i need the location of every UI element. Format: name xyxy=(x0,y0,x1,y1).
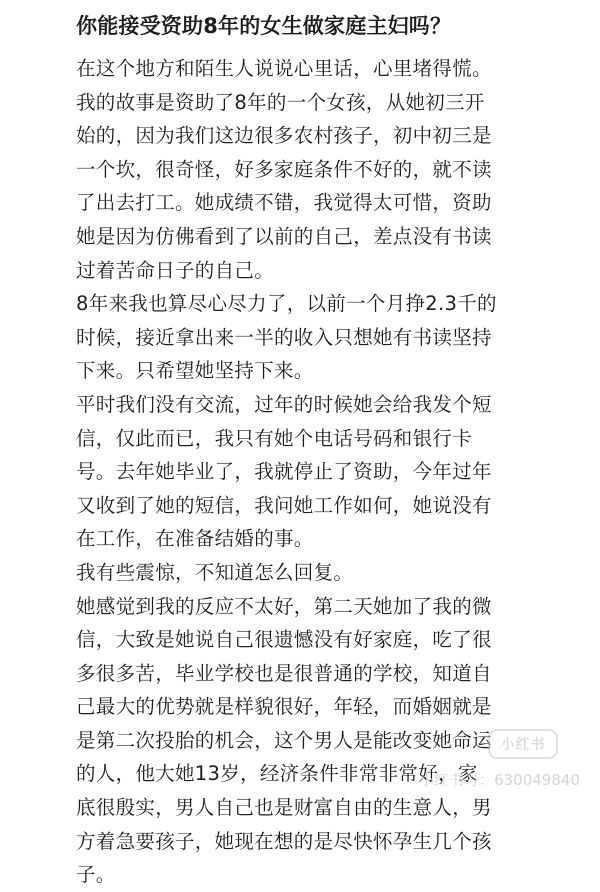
paragraph-line: 一个坎，很奇怪，好多家庭条件不好的，就不读 xyxy=(76,157,492,181)
paragraph-line: 在这个地方和陌生人说说心里话，心里堵得慌。 xyxy=(76,57,492,80)
paragraph xyxy=(76,556,568,590)
paragraph-line: 下来。只希望她坚持下来。 xyxy=(76,359,314,383)
paragraph-line: 时候，接近拿出来一半的收入只想她有书读坚持 xyxy=(76,325,492,349)
post-title: 你能接受资助8年的女生做家庭主妇吗？ xyxy=(76,14,452,38)
paragraph-line: 又收到了她的短信，我问她工作如何，她说没有 xyxy=(76,493,492,517)
paragraph-line: 底很殷实，男人自己也是财富自由的生意人，男 xyxy=(76,796,492,820)
paragraph-line: 过着苦命日子的自己。 xyxy=(76,258,275,282)
paragraph-line: 的人，他大她13岁，经济条件非常非常好，家 xyxy=(76,762,478,786)
paragraph-line: 我有些震惊，不知道怎么回复。 xyxy=(76,560,354,584)
paragraph xyxy=(76,52,568,287)
paragraph-line: 平时我们没有交流，过年的时候她会给我发个短 xyxy=(76,392,492,416)
paragraph-line: 号。去年她毕业了，我就停止了资助，今年过年 xyxy=(76,460,492,484)
paragraph-line: 了出去打工。她成绩不错，我觉得太可惜，资助 xyxy=(76,191,492,215)
paragraph xyxy=(76,287,568,388)
paragraph-line: 子。 xyxy=(76,863,116,887)
paragraph-line: 始的，因为我们这边很多农村孩子，初中初三是 xyxy=(76,124,492,148)
paragraph-line: 是第二次投胎的机会，这个男人是能改变她命运 xyxy=(76,728,492,752)
paragraph-line: 8年来我也算尽心尽力了，以前一个月挣2.3千的 xyxy=(76,292,497,316)
paragraph xyxy=(76,590,568,892)
paragraph-line: 多很多苦，毕业学校也是很普通的学校，知道自 xyxy=(76,661,492,685)
paragraph-line: 己最大的优势就是样貌很好，年轻，而婚姻就是 xyxy=(76,695,492,719)
paragraph-line: 方着急要孩子，她现在想的是尽快怀孕生几个孩 xyxy=(76,829,492,853)
paragraph-line: 信，仅此而已，我只有她个电话号码和银行卡 xyxy=(76,426,473,450)
watermark-id: 小红书号：630049840 xyxy=(419,771,580,789)
paragraph xyxy=(76,388,568,556)
paragraph-line: 在工作，在准备结婚的事。 xyxy=(76,527,314,551)
paragraph-line: 我的故事是资助了8年的一个女孩，从她初三开 xyxy=(76,90,485,114)
paragraph-line: 信，大致是她说自己很遗憾没有好家庭，吃了很 xyxy=(76,628,492,652)
paragraph-line: 她感觉到我的反应不太好，第二天她加了我的微 xyxy=(76,594,492,618)
post-body xyxy=(76,52,568,892)
paragraph-line: 她是因为仿佛看到了以前的自己，差点没有书读 xyxy=(76,224,492,248)
watermark-logo-text: 小红书 xyxy=(500,737,546,753)
